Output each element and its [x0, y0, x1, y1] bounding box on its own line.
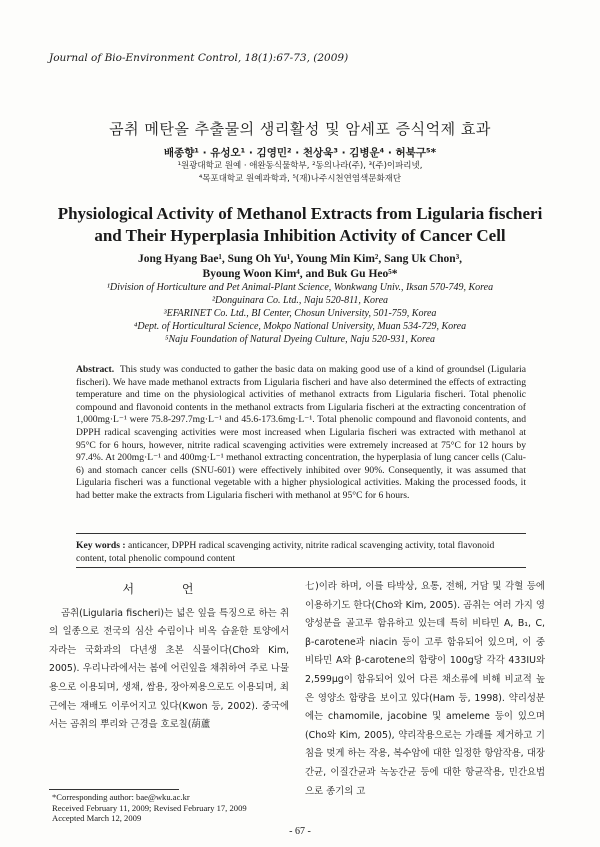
footnote [52, 792, 247, 824]
english-authors-line: Byoung Woon Kim⁴, and Buk Gu Heo⁵* [202, 268, 398, 280]
divider-bottom [76, 567, 526, 568]
divider-top [76, 533, 526, 534]
english-affiliation-line: ³EFARINET Co. Ltd., BI Center, Chosun University, 501-759, Korea [163, 308, 437, 319]
right-column-text: 七)이라 하며, 이를 타박상, 요통, 전해, 거담 및 각혈 등에 이용하기도 한다(Cho와 Kim, 2005). 곰취는 여러 가지 영양성분을 골고루 함유하고 있는데 특히 비타민 A, B₁, C, β-carotene과 niacin 등이 고루 함유되어 있으며, 이 중 비타민 A와 β-carotene의 함량이 100g당 각각 433IU와 2,599μg이 함유되어 있어 다른 채소류에 비해 비교적 높은 영양소 함량을 보이고 있다(Ham 등, 1998). 약리성분에는 chamomile, jacobine 및 ameleme 등이 있으며(Cho와 Kim, 2005), 약리작용으로는 가래를 제거하고 기침을 멎게 하는 작용, 복수암에 대한 일정한 항암작용, 대장간균, 이질간균과 녹농간균 등에 대한 항균작용, 민간요법으로 종기의 고 [305, 581, 545, 797]
korean-title: 곰취 메탄올 추출물의 생리활성 및 암세포 증식억제 효과 [109, 120, 491, 138]
page-number: - 67 - [289, 826, 311, 837]
keywords [76, 540, 526, 565]
journal-citation: Journal of Bio-Environment Control, 18(1):67-73, (2009) [49, 52, 349, 64]
english-title [0, 203, 600, 247]
korean-affiliation-line: ¹원광대학교 원예 · 애완동식물학부, ²동의나라(주), ³(주)이파리넷, [177, 161, 423, 171]
abstract-label: Abstract. [76, 364, 115, 375]
english-authors [0, 252, 600, 282]
english-title-line: and Their Hyperplasia Inhibition Activity of Cancer Cell [94, 226, 506, 245]
english-affiliation-line: ¹Division of Horticulture and Pet Animal-Plant Science, Wonkwang Univ., Iksan 570-749, Korea [106, 282, 494, 293]
english-affiliation-line: ²Donguinara Co. Ltd., Naju 520-811, Korea [211, 295, 389, 306]
right-column [305, 578, 545, 801]
footnote-line: Received February 11, 2009; Revised February 17, 2009 [52, 802, 247, 813]
english-affiliations [0, 281, 600, 346]
footnote-line: Accepted March 12, 2009 [52, 813, 142, 823]
english-affiliation-line: ⁴Dept. of Horticultural Science, Mokpo National University, Muan 534-729, Korea [133, 321, 467, 332]
english-affiliation-line: ⁵Naju Foundation of Natural Dyeing Culture, Naju 520-931, Korea [165, 334, 435, 345]
footnote-rule [49, 789, 179, 790]
korean-affiliation-line: ⁴목포대학교 원예과학과, ⁵(재)나주시천연염색문화재단 [198, 174, 402, 184]
footnote-line: *Corresponding author: bae@wku.ac.kr [52, 792, 190, 802]
keywords-text: anticancer, DPPH radical scavenging activity, nitrite radical scavenging activity, total flavonoid content, total phenolic compound content [76, 540, 495, 564]
english-title-line: Physiological Activity of Methanol Extracts from Ligularia fischeri [57, 204, 543, 223]
left-column [49, 580, 289, 735]
korean-authors: 배종향¹ · 유성오¹ · 김영민² · 천상욱³ · 김병운⁴ · 허북구⁵* [163, 147, 437, 159]
abstract-text: This study was conducted to gather the basic data on making good use of a kind of groundsel (Ligularia fischeri). We have made methanol extracts from Ligularia fischeri and have also determined the effects of extracting temperature and time on the physiological activities of methanol extracts from Ligularia fischeri. Total phenolic compound and flavonoid contents in the methanol extracts from Ligularia fischeri at the extracting concentration of 1,000mg·L⁻¹ were 75.8-297.7mg·L⁻¹ and 45.6-173.6mg·L⁻¹. Total phenolic compound and flavonoid contents, and DPPH radical scavenging activities were most increased when Ligularia fischeri was extracted with methanol at 95°C for 6 hours, however, nitrite radical scavenging activities were extremely increased at 75°C for 12 hours by 97.4%. At 200mg·L⁻¹ and 400mg·L⁻¹ methanol extracting concentration, the hyperplasia of lung cancer cells (Calu-6) and stomach cancer cells (SNU-601) were effectively inhibited over 90%. Consequently, it was assumed that Ligularia fischeri was a functional vegetable with a higher physiological activities. Making the processed foods, it had better make the extracts from Ligularia fischeri with methanol at 95°C for 6 hours. [76, 364, 526, 501]
english-authors-line: Jong Hyang Bae¹, Sung Oh Yu¹, Young Min Kim², Sang Uk Chon³, [137, 253, 463, 265]
korean-affiliations [0, 160, 600, 186]
keywords-label: Key words : [76, 540, 126, 551]
left-column-text: 곰취(Ligularia fischeri)는 넓은 잎을 특징으로 하는 취의 일종으로 전국의 심산 수림이나 비옥 습윤한 토양에서 자라는 국화과의 다년생 초본 식물이다(Cho와 Kim, 2005). 우리나라에서는 봄에 어린잎을 채취하여 주로 나물용으로 이용되며, 생채, 쌈용, 장아찌용으로도 이용되며, 최근에는 재배도 이루어지고 있다(Kwon 등, 2002). 중국에서는 곰취의 뿌리와 근경을 호로칠(葫蘆 [49, 607, 289, 731]
section-title: 서 언 [122, 582, 216, 596]
abstract [76, 364, 526, 503]
